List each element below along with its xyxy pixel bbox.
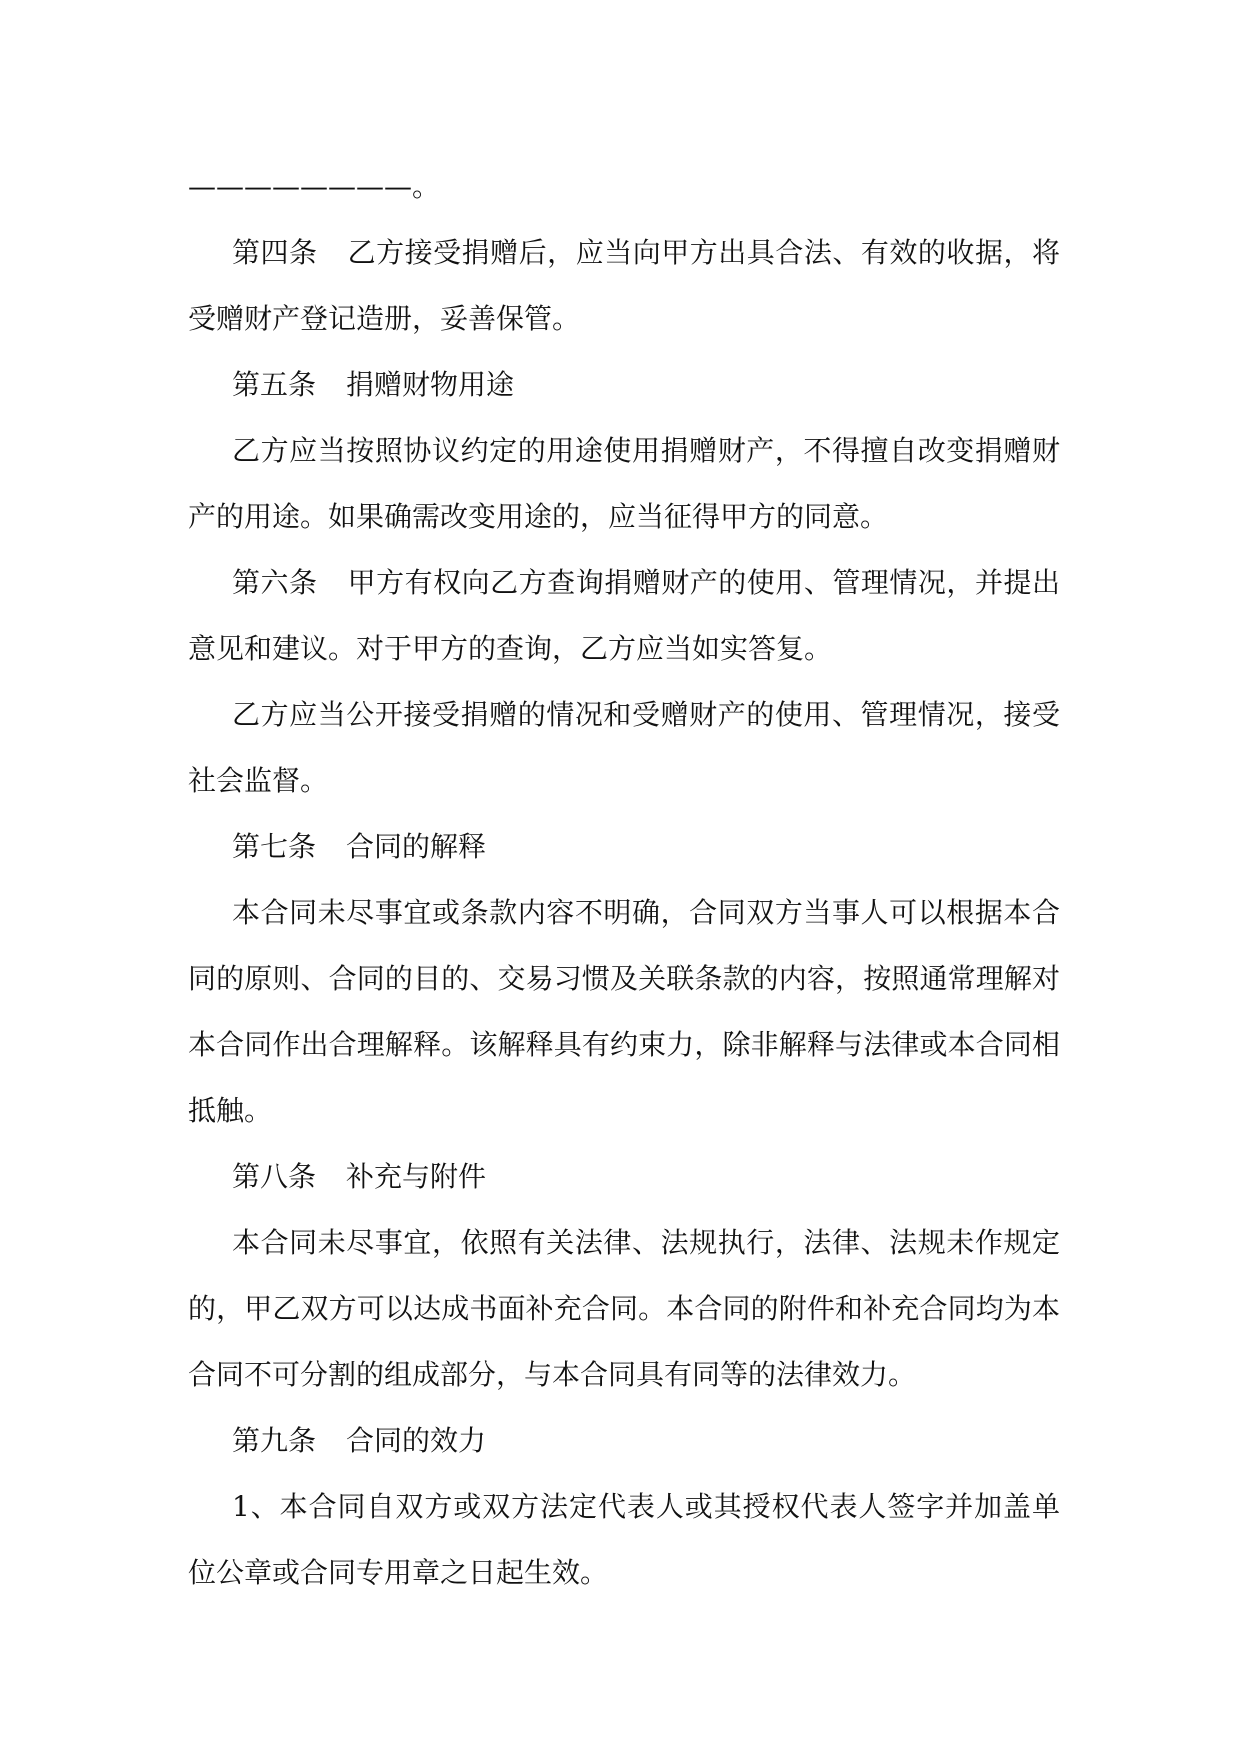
article-title: 合同的效力 (346, 1424, 487, 1457)
article-5-body: 乙方应当按照协议约定的用途使用捐赠财产，不得擅自改变捐赠财产的用途。如果确需改变用途的，应当征得甲方的同意。 (188, 434, 1060, 533)
article-number: 第四条 (232, 236, 318, 269)
article-number: 第八条 (232, 1160, 317, 1193)
article-title: 捐赠财物用途 (346, 368, 515, 401)
article-4-paragraph (188, 220, 1060, 352)
article-number: 第六条 (232, 566, 318, 599)
article-title: 补充与附件 (346, 1160, 487, 1193)
article-text: 甲方有权向乙方查询捐赠财产的使用、管理情况，并提出意见和建议。对于甲方的查询，乙方应当如实答复。 (188, 566, 1060, 665)
article-title: 合同的解释 (346, 830, 487, 863)
article-7-heading (188, 814, 1060, 880)
article-text: 乙方接受捐赠后，应当向甲方出具合法、有效的收据，将受赠财产登记造册，妥善保管。 (188, 236, 1060, 335)
article-6-paragraph (188, 550, 1060, 682)
article-7-body: 本合同未尽事宜或条款内容不明确，合同双方当事人可以根据本合同的原则、合同的目的、交易习惯及关联条款的内容，按照通常理解对本合同作出合理解释。该解释具有约束力，除非解释与法律或本合同相抵触。 (188, 896, 1060, 1127)
article-8-heading (188, 1144, 1060, 1210)
article-number: 第九条 (232, 1424, 317, 1457)
article-9-heading (188, 1408, 1060, 1474)
article-8-body: 本合同未尽事宜，依照有关法律、法规执行，法律、法规未作规定的，甲乙双方可以达成书面补充合同。本合同的附件和补充合同均为本合同不可分割的组成部分，与本合同具有同等的法律效力。 (188, 1226, 1060, 1391)
blank-line: ————————。 (188, 170, 441, 203)
document-body (188, 154, 1060, 1606)
article-9-clause-1: 1、本合同自双方或双方法定代表人或其授权代表人签字并加盖单位公章或合同专用章之日起生效。 (188, 1490, 1060, 1589)
article-6-body: 乙方应当公开接受捐赠的情况和受赠财产的使用、管理情况，接受社会监督。 (188, 698, 1060, 797)
article-number: 第七条 (232, 830, 317, 863)
article-number: 第五条 (232, 368, 317, 401)
article-5-heading (188, 352, 1060, 418)
